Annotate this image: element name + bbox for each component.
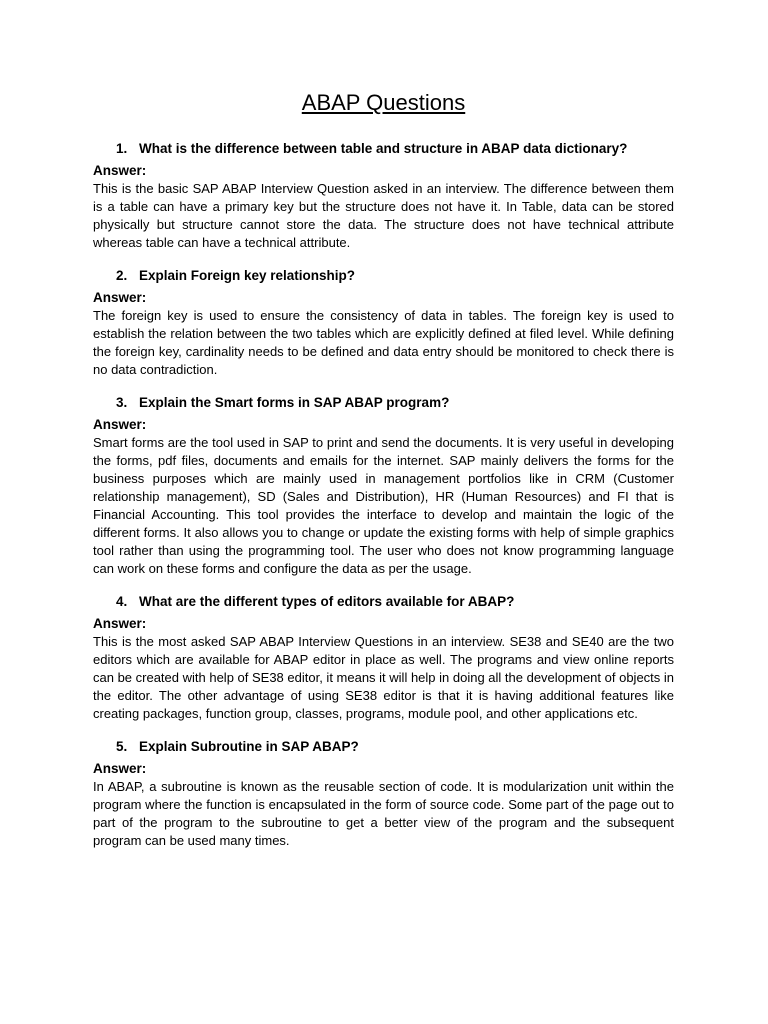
question-text: Explain the Smart forms in SAP ABAP program? [139,395,450,410]
answer-label: Answer: [93,417,147,432]
answer-label: Answer: [93,290,147,305]
answer-label: Answer: [93,761,147,776]
document-page [93,88,674,865]
answer-label: Answer: [93,163,147,178]
question-text: Explain Subroutine in SAP ABAP? [139,739,359,754]
answer-label: Answer: [93,616,147,631]
question-2 [93,267,674,285]
question-3 [93,394,674,412]
question-number: 3. [116,395,128,410]
answer-text-3: Smart forms are the tool used in SAP to print and send the documents. It is very useful in developing the forms, pdf files, documents and emails for the internet. SAP mainly delivers the forms for the business purposes which are mainly used in management portfolios like in CRM (Customer relationship management), SD (Sales and Distribution), HR (Human Resources) and FI that is Financial Accounting. This tool provides the interface to develop and maintain the logic of the different forms. It also allows you to change or update the existing forms with help of simple graphics tool rather than using the programming tool. The user who does not know programming language can work on these forms and configure the data as per the usage. [93,435,674,576]
question-number: 2. [116,268,128,283]
question-4 [93,593,674,611]
qa-item-3 [93,394,674,578]
answer-text-5: In ABAP, a subroutine is known as the reusable section of code. It is modularization unit within the program where the function is encapsulated in the form of source code. Some part of the page out to part of the program to the subroutine to get a better view of the program and the subsequent program can be used many times. [93,779,674,848]
question-text: Explain Foreign key relationship? [139,268,356,283]
answer-text-4: This is the most asked SAP ABAP Interview Questions in an interview. SE38 and SE40 are the two editors which are available for ABAP editor in place as well. The programs and view online reports can be created with help of SE38 editor, it means it will help in doing all the development of objects in the editor. The other advantage of using SE38 editor is that it is having additional features like creating packages, function group, classes, programs, module pool, and other applications etc. [93,634,675,721]
qa-item-2 [93,267,674,379]
qa-item-5 [93,738,674,850]
question-1 [93,140,674,158]
answer-text-1: This is the basic SAP ABAP Interview Question asked in an interview. The difference between them is a table can have a primary key but the structure does not have it. In Table, data can be stored physically but structure cannot store the data. The structure does not have technical attribute whereas table can have a technical attribute. [93,181,674,250]
question-text: What are the different types of editors available for ABAP? [139,594,515,609]
qa-item-4 [93,593,674,723]
question-number: 1. [116,141,128,156]
question-number: 4. [116,594,128,609]
question-number: 5. [116,739,128,754]
qa-item-1 [93,140,674,252]
question-text: What is the difference between table and structure in ABAP data dictionary? [139,141,628,156]
answer-text-2: The foreign key is used to ensure the consistency of data in tables. The foreign key is used to establish the relation between the two tables which are explicitly defined at filed level. While defining the foreign key, cardinality needs to be defined and data entry should be monitored to check there is no data contradiction. [93,308,674,377]
page-title: ABAP Questions [301,90,466,115]
question-5 [93,738,674,756]
